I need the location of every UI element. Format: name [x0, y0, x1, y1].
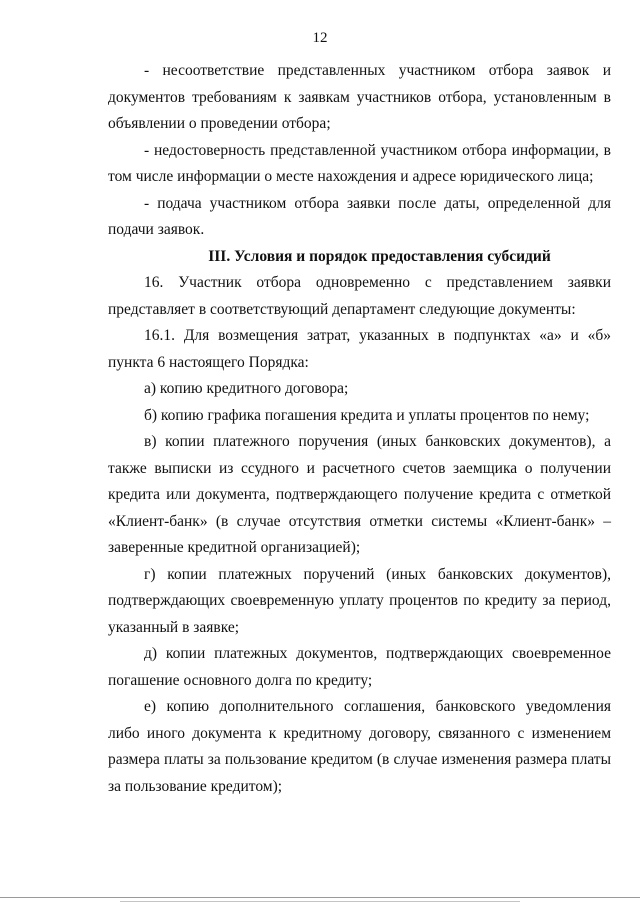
list-item-d: д) копии платежных документов, подтверждающих своевременное погашение основного долга по кредиту; [108, 645, 611, 689]
document-body [108, 58, 611, 800]
list-item-g: г) копии платежных поручений (иных банковских документов), подтверждающих своевременную уплату процентов по кредиту за период, указанный в заявке; [108, 565, 611, 636]
list-item-e: е) копию дополнительного соглашения, банковского уведомления либо иного документа к кредитному договору, связанного с изменением размера платы за пользование кредитом (в случае изменения размера платы за пользование кредитом); [108, 698, 611, 795]
paragraph-rejection-late-submission: - подача участником отбора заявки после даты, определенной для подачи заявок. [108, 194, 611, 238]
section-heading: III. Условия и порядок предоставления субсидий [208, 247, 551, 265]
paragraph-16: 16. Участник отбора одновременно с представлением заявки представляет в соответствующий департамент следующие документы: [108, 274, 611, 318]
scan-edge-line [0, 897, 640, 898]
paragraph-16-1: 16.1. Для возмещения затрат, указанных в подпунктах «а» и «б» пункта 6 настоящего Порядка: [108, 327, 611, 371]
paragraph-rejection-inaccuracy: - недостоверность представленной участником отбора информации, в том числе информации о месте нахождения и адресе юридического лица; [108, 141, 611, 185]
list-item-v: в) копии платежного поручения (иных банковских документов), а также выписки из ссудного и расчетного счетов заемщика о получении кредита или документа, подтверждающего получение кредита с отметкой «Клиент-банк» (в случае отсутствия отметки системы «Клиент-банк» – заверенные кредитной организацией); [108, 433, 611, 556]
list-item-b: б) копию графика погашения кредита и уплаты процентов по нему; [144, 406, 590, 424]
scan-edge-line-secondary [120, 901, 520, 902]
paragraph-rejection-mismatch: - несоответствие представленных участником отбора заявок и документов требованиям к заявкам участников отбора, установленным в объявлении о проведении отбора; [108, 62, 611, 132]
page-number: 12 [312, 30, 328, 46]
list-item-a: а) копию кредитного договора; [144, 380, 349, 397]
